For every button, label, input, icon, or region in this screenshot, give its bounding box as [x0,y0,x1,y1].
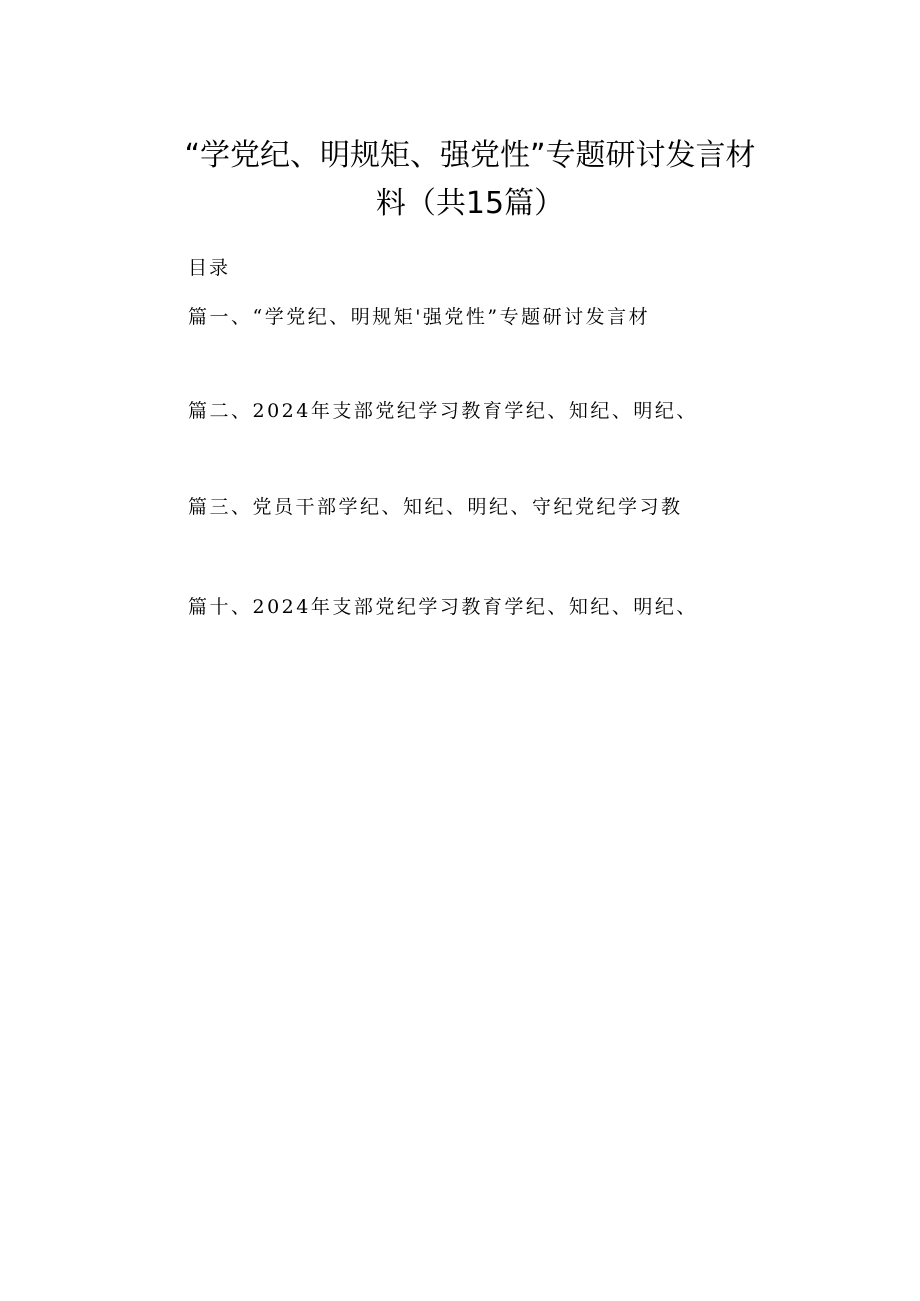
title-line-2: 料（共15篇） [375,186,565,221]
toc-heading: 目录 [188,257,231,279]
toc-item-1[interactable]: 篇一、“学党纪、明规矩'强党性”专题研讨发言材 [188,306,651,328]
toc-item-2[interactable]: 篇二、2024年支部党纪学习教育学纪、知纪、明纪、 [188,400,698,422]
document-title [120,132,820,228]
toc-item-10[interactable]: 篇十、2024年支部党纪学习教育学纪、知纪、明纪、 [188,596,698,618]
title-line-1: “学党纪、明规矩、强党性”专题研讨发言材 [184,138,756,173]
toc-item-3[interactable]: 篇三、党员干部学纪、知纪、明纪、守纪党纪学习教 [188,496,683,518]
